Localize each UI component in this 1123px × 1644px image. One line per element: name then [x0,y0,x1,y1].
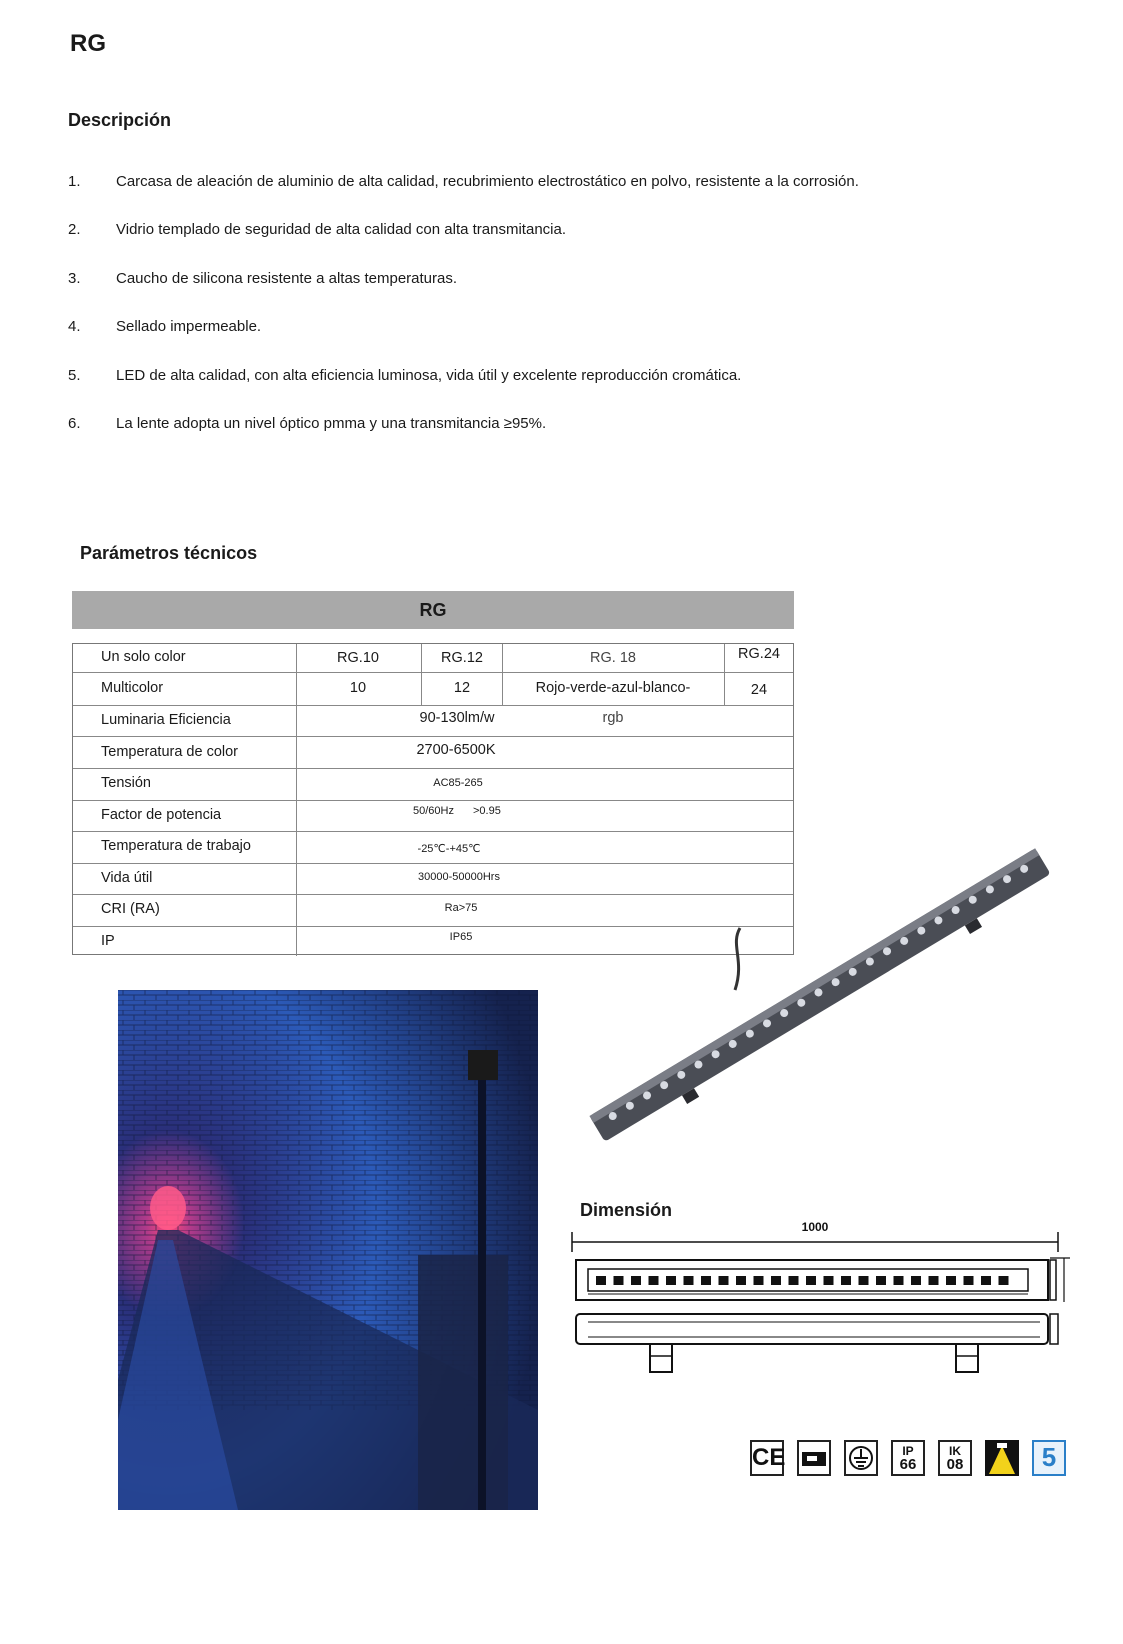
multicolor-rg24: 24 [750,682,768,698]
dimension-drawing [570,1222,1090,1392]
led-square [649,1276,659,1285]
multicolor-continuation: rgb [602,710,624,726]
ip66-icon [891,1440,925,1476]
multicolor-rg10: 10 [349,680,367,696]
item-text: Sellado impermeable. [116,318,262,335]
led-square [614,1276,624,1285]
row-label-color-temp: Temperatura de color [101,744,239,760]
driver-icon [797,1440,831,1476]
led-square [946,1276,956,1285]
led-square [701,1276,711,1285]
item-text: La lente adopta un nivel óptico pmma y una transmitancia ≥95%. [116,415,547,432]
ip-rating: 66 [899,1456,917,1473]
led-square [824,1276,834,1285]
certification-row [750,1440,1070,1480]
led-square [841,1276,851,1285]
item-number: 6. [68,415,81,432]
led-square [736,1276,746,1285]
description-heading: Descripción [68,110,172,130]
lifespan-value: 30000-50000Hrs [418,871,500,883]
ik-label: IK [949,1444,961,1458]
item-text: Vidrio templado de seguridad de alta calidad con alta transmitancia. [116,221,566,238]
item-text: Carcasa de aleación de aluminio de alta calidad, recubrimiento electrostático en polvo, resistente a la corrosión. [116,173,859,190]
led-square [876,1276,886,1285]
table-title: RG [72,591,794,629]
led-square [631,1276,641,1285]
led-square [719,1276,729,1285]
warranty-years-icon: 5 [1032,1440,1066,1476]
multicolor-rg18: Rojo-verde-azul-blanco- [535,680,691,696]
led-square [806,1276,816,1285]
item-text: LED de alta calidad, con alta eficiencia luminosa, vida útil y excelente reproducción cromática. [116,367,742,384]
led-square [789,1276,799,1285]
ip-label: IP [902,1444,914,1458]
ik08-icon [938,1440,972,1476]
led-square [754,1276,764,1285]
led-square [894,1276,904,1285]
ce-mark-icon: CE [750,1440,784,1476]
parameters-heading: Parámetros técnicos [80,543,258,563]
item-number: 4. [68,318,81,335]
item-number: 2. [68,221,81,238]
model-rg18: RG. 18 [590,650,636,666]
efficiency-value: 90-130lm/w [419,710,495,726]
row-label-power-factor: Factor de potencia [101,807,222,823]
color-temp-value: 2700-6500K [416,742,496,758]
item-number: 5. [68,367,81,384]
power-factor-value: >0.95 [473,805,501,817]
model-rg24: RG.24 [738,646,780,662]
dimension-length-label: 1000 [801,1222,829,1234]
item-text: Caucho de silicona resistente a altas temperaturas. [116,270,458,287]
cri-value: Ra>75 [444,902,478,914]
row-label-voltage: Tensión [101,775,151,791]
led-square [929,1276,939,1285]
led-square [999,1276,1009,1285]
row-label-cri: CRI (RA) [101,901,160,917]
led-square [964,1276,974,1285]
item-number: 3. [68,270,81,287]
dimension-heading: Dimensión [580,1200,673,1220]
multicolor-rg12: 12 [453,680,471,696]
model-rg12: RG.12 [441,650,483,666]
item-number: 1. [68,173,81,190]
row-label-ip: IP [101,933,115,949]
row-label-multicolor: Multicolor [101,680,164,696]
led-square [981,1276,991,1285]
frequency-value: 50/60Hz [413,805,454,817]
row-label-single-color: Un solo color [101,649,186,665]
document-title: RG [70,30,106,57]
led-square [771,1276,781,1285]
row-label-working-temp: Temperatura de trabajo [101,838,251,854]
led-square [859,1276,869,1285]
row-label-efficiency: Luminaria Eficiencia [101,712,231,728]
voltage-value: AC85-265 [433,777,483,789]
beam-light-icon [985,1440,1019,1476]
ground-class-icon [844,1440,878,1476]
led-square [684,1276,694,1285]
led-square [911,1276,921,1285]
product-photo [580,840,1060,1150]
row-label-lifespan: Vida útil [101,870,153,886]
ik-rating: 08 [946,1456,964,1473]
tunnel-photo [118,990,538,1510]
model-rg10: RG.10 [337,650,379,666]
led-square [596,1276,606,1285]
led-square [666,1276,676,1285]
ip-value: IP65 [449,931,473,943]
working-temp-value: -25℃-+45℃ [417,843,481,855]
